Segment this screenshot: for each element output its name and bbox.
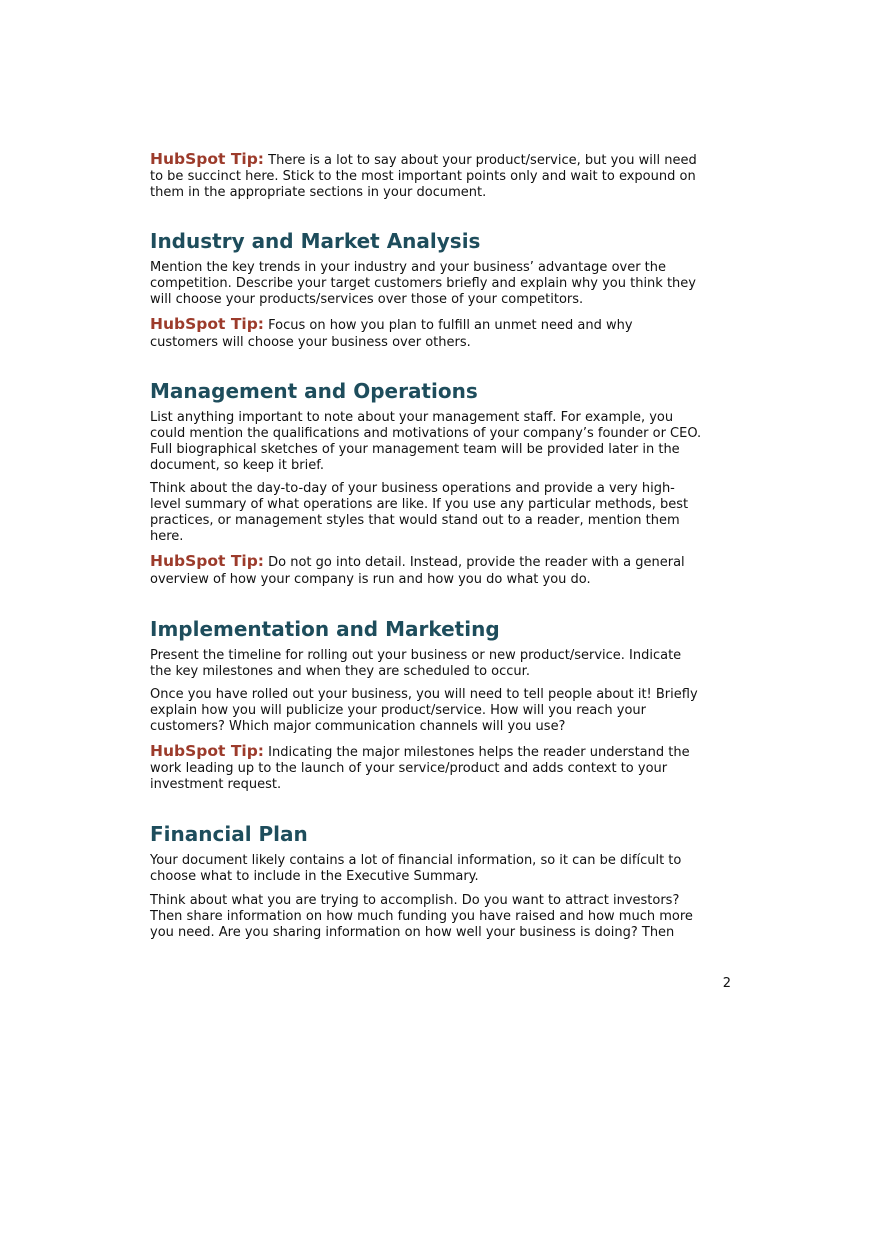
text-line: List anything important to note about your management staff. For example, you <box>150 410 674 425</box>
tip-text: customers will choose your business over others. <box>150 335 471 350</box>
paragraph <box>150 893 740 941</box>
paragraph <box>150 853 740 885</box>
text-line: the key milestones and when they are scheduled to occur. <box>150 664 530 679</box>
section-heading: Industry and Market Analysis <box>150 229 481 253</box>
hubspot-tip <box>150 553 740 588</box>
tip-label: HubSpot Tip: <box>150 315 264 333</box>
text-line: here. <box>150 529 184 544</box>
text-line: will choose your products/services over those of your competitors. <box>150 292 584 307</box>
tip-label: HubSpot Tip: <box>150 552 264 570</box>
text-line: explain how you will publicize your product/service. How will you reach your <box>150 703 646 718</box>
text-line: Mention the key trends in your industry and your business’ advantage over the <box>150 260 667 275</box>
text-line: practices, or management styles that would stand out to a reader, mention them <box>150 513 680 528</box>
hubspot-tip <box>150 743 740 793</box>
tip-text: investment request. <box>150 777 282 792</box>
text-line: you need. Are you sharing information on how well your business is doing? Then <box>150 925 675 940</box>
text-line: Your document likely contains a lot of financial information, so it can be difícult to <box>150 853 682 868</box>
tip-text: overview of how your company is run and how you do what you do. <box>150 572 591 587</box>
section-heading: Implementation and Marketing <box>150 617 500 641</box>
section-heading: Management and Operations <box>150 379 478 403</box>
text-line: could mention the qualifications and motivations of your company’s founder or CEO. <box>150 426 702 441</box>
text-line: level summary of what operations are like. If you use any particular methods, best <box>150 497 689 512</box>
hubspot-tip <box>150 151 740 201</box>
text-line: Once you have rolled out your business, you will need to tell people about it! Briefly <box>150 687 698 702</box>
tip-label: HubSpot Tip: <box>150 742 264 760</box>
text-line: competition. Describe your target customers briefly and explain why you think they <box>150 276 696 291</box>
page-number: 2 <box>722 976 731 991</box>
paragraph <box>150 687 740 735</box>
text-line: customers? Which major communication channels will you use? <box>150 719 566 734</box>
text-line: Think about the day-to-day of your business operations and provide a very high- <box>150 481 675 496</box>
paragraph <box>150 410 740 474</box>
tip-text: Focus on how you plan to fulfill an unmet need and why <box>268 318 633 333</box>
section-heading: Financial Plan <box>150 822 308 846</box>
tip-text: them in the appropriate sections in your document. <box>150 185 487 200</box>
text-line: document, so keep it brief. <box>150 458 324 473</box>
paragraph <box>150 648 740 680</box>
text-line: choose what to include in the Executive Summary. <box>150 869 479 884</box>
tip-label: HubSpot Tip: <box>150 150 264 168</box>
text-line: Then share information on how much funding you have raised and how much more <box>150 909 693 924</box>
text-line: Think about what you are trying to accomplish. Do you want to attract investors? <box>150 893 680 908</box>
tip-text: Do not go into detail. Instead, provide the reader with a general <box>268 555 685 570</box>
text-line: Present the timeline for rolling out your business or new product/service. Indicate <box>150 648 682 663</box>
hubspot-tip <box>150 316 740 351</box>
text-line: Full biographical sketches of your management team will be provided later in the <box>150 442 680 457</box>
paragraph <box>150 260 740 308</box>
tip-text: work leading up to the launch of your service/product and adds context to your <box>150 761 668 776</box>
tip-text: Indicating the major milestones helps the reader understand the <box>268 745 690 760</box>
tip-text: to be succinct here. Stick to the most important points only and wait to expound on <box>150 169 696 184</box>
tip-text: There is a lot to say about your product/service, but you will need <box>268 153 697 168</box>
paragraph <box>150 481 740 545</box>
